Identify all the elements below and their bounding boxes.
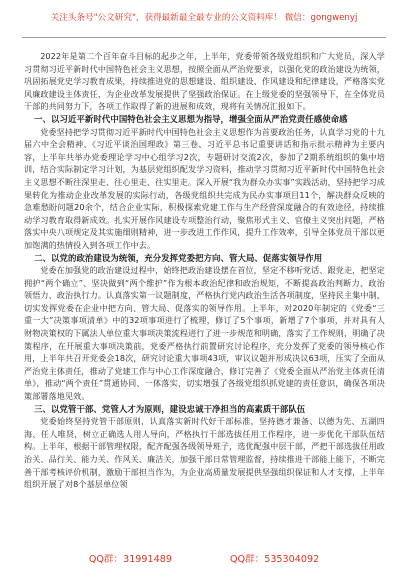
paragraph-section-2: 党委在加强党的政治建设过程中，始终把政治建设摆在首位，坚定不移听党话、跟党走，把坚定拥护“两个确立”、坚决做到“两个维护”作为根本政治纪律和政治规矩，不断提高政治判断力、政治领悟力、政治执行力。认真落实第一议题制度，严格执行党内政治生活各项制度，坚持民主集中制，切实发挥党委在企业中把方向、管大局、促落实的领导作用。上半年，对2020年制定的《党委“三重一大”决策事项清单》中的32项事项进行了梳理，修订了5个事项，新增了7个事项，并对具有人财物决策权的下属法人单位重大事项决策流程进行了进一步规范和明确，落实了工作规则，明确了决策程序，在开展重大事项决策前，党委严格执行前置研究讨论程序，充分发挥了党委的领导核心作用，上半年共召开党委会18次，研究讨论重大事项43项，审议议题并形成决议63项，压实了全面从严治党主体责任，推动了党建工作与中心工作深度融合，修订完善了《党委全面从严治党主体责任清单》，推动“两个责任”贯通协同、一体落实，切实增强了各级党组织抓党建的责任意识，确保各项决策部署落地见效。 [24, 265, 385, 402]
section-heading-1: 一、以习近平新时代中国特色社会主义思想为指导，增强全面从严治党责任感使命感 [34, 113, 348, 124]
paragraph-section-1: 党委坚持把学习贯彻习近平新时代中国特色社会主义思想作为首要政治任务，认真学习党的十九届六中全会精神、《习近平谈治国理政》第三卷、习近平总书记重要讲话和指示批示精神为主要内容，上半年共举办党委理论学习中心组学习2次，专题研讨交流2次，参加了2期系统组织的集中培训，结合实际制定学习计划，为基层党组织配发学习资料，推动学习贯彻习近平新时代中国特色社会主义思想不断往深里走、往心里走、往实里走。深入开展“我为群众办实事”实践活动，坚持把学习成果转化为推动企业改革发展的实际行动，各级党组织共完成为民办实事项目11个，解决群众反映的急难愁盼问题20余个，结合企业实际，积极探索党建工作与生产经营深度融合的有效途径，持续推动学习教育取得新成效。扎实开展作风建设专项整治行动，聚焦形式主义、官僚主义突出问题，严格落实中央八项规定及其实施细则精神，进一步改进工作作风，提升工作效率，引导全体党员干部以更加饱满的热情投入到各项工作中去。 [24, 126, 385, 250]
section-heading-3: 三、以党管干部、党管人才为原则，建设忠诚干净担当的高素质干部队伍 [34, 403, 306, 414]
header-divider [22, 37, 386, 38]
footer-qq-group-2: QQ群：535304092 [229, 554, 320, 565]
header-banner: 关注头条号"公文研究"，获得最新最全最专业的公文资料库！ 微信：gongwenyj [50, 13, 358, 23]
paragraph-section-3: 党委始终坚持党管干部原则，认真落实新时代好干部标准，坚持德才兼备、以德为先、五湖四海、任人唯贤，树立正确选人用人导向，严格执行干部选拔任用工作程序，进一步优化干部队伍结构。上半年，根据干部管理权限，配齐配强各级领导班子，选优配强中层干部，严把干部选拔任用政治关、品行关、能力关、作风关、廉洁关，加强干部日常管理监督，持续推进干部能上能下，不断完善干部考核评价机制，激励干部担当作为，为企业高质量发展提供坚强组织保证和人才支撑，上半年组织开展了对8个基层单位领 [24, 416, 385, 490]
footer [0, 554, 408, 566]
footer-qq-group-1: QQ群：31991489 [88, 554, 172, 565]
document-body [24, 50, 385, 491]
section-heading-2: 二、以党的政治建设为统领，充分发挥党委把方向、管大局、促落实领导作用 [34, 252, 323, 263]
paragraph-intro: 2022年是第二个百年奋斗目标的起步之年，上半年，党委带领各级党组织和广大党员，深入学习贯彻习近平新时代中国特色社会主义思想，按照全面从严治党要求，以强化党的政治建设为统领，巩固拓展党史学习教育成果，持续推进党的思想建设、组织建设、作风建设和纪律建设，严格落实党风廉政建设主体责任，为企业改革发展提供了坚强政治保证。在上级党委的坚强领导下，在全体党员干部的共同努力下，各项工作取得了新的进展和成效，现将有关情况汇报如下。 [24, 51, 385, 112]
